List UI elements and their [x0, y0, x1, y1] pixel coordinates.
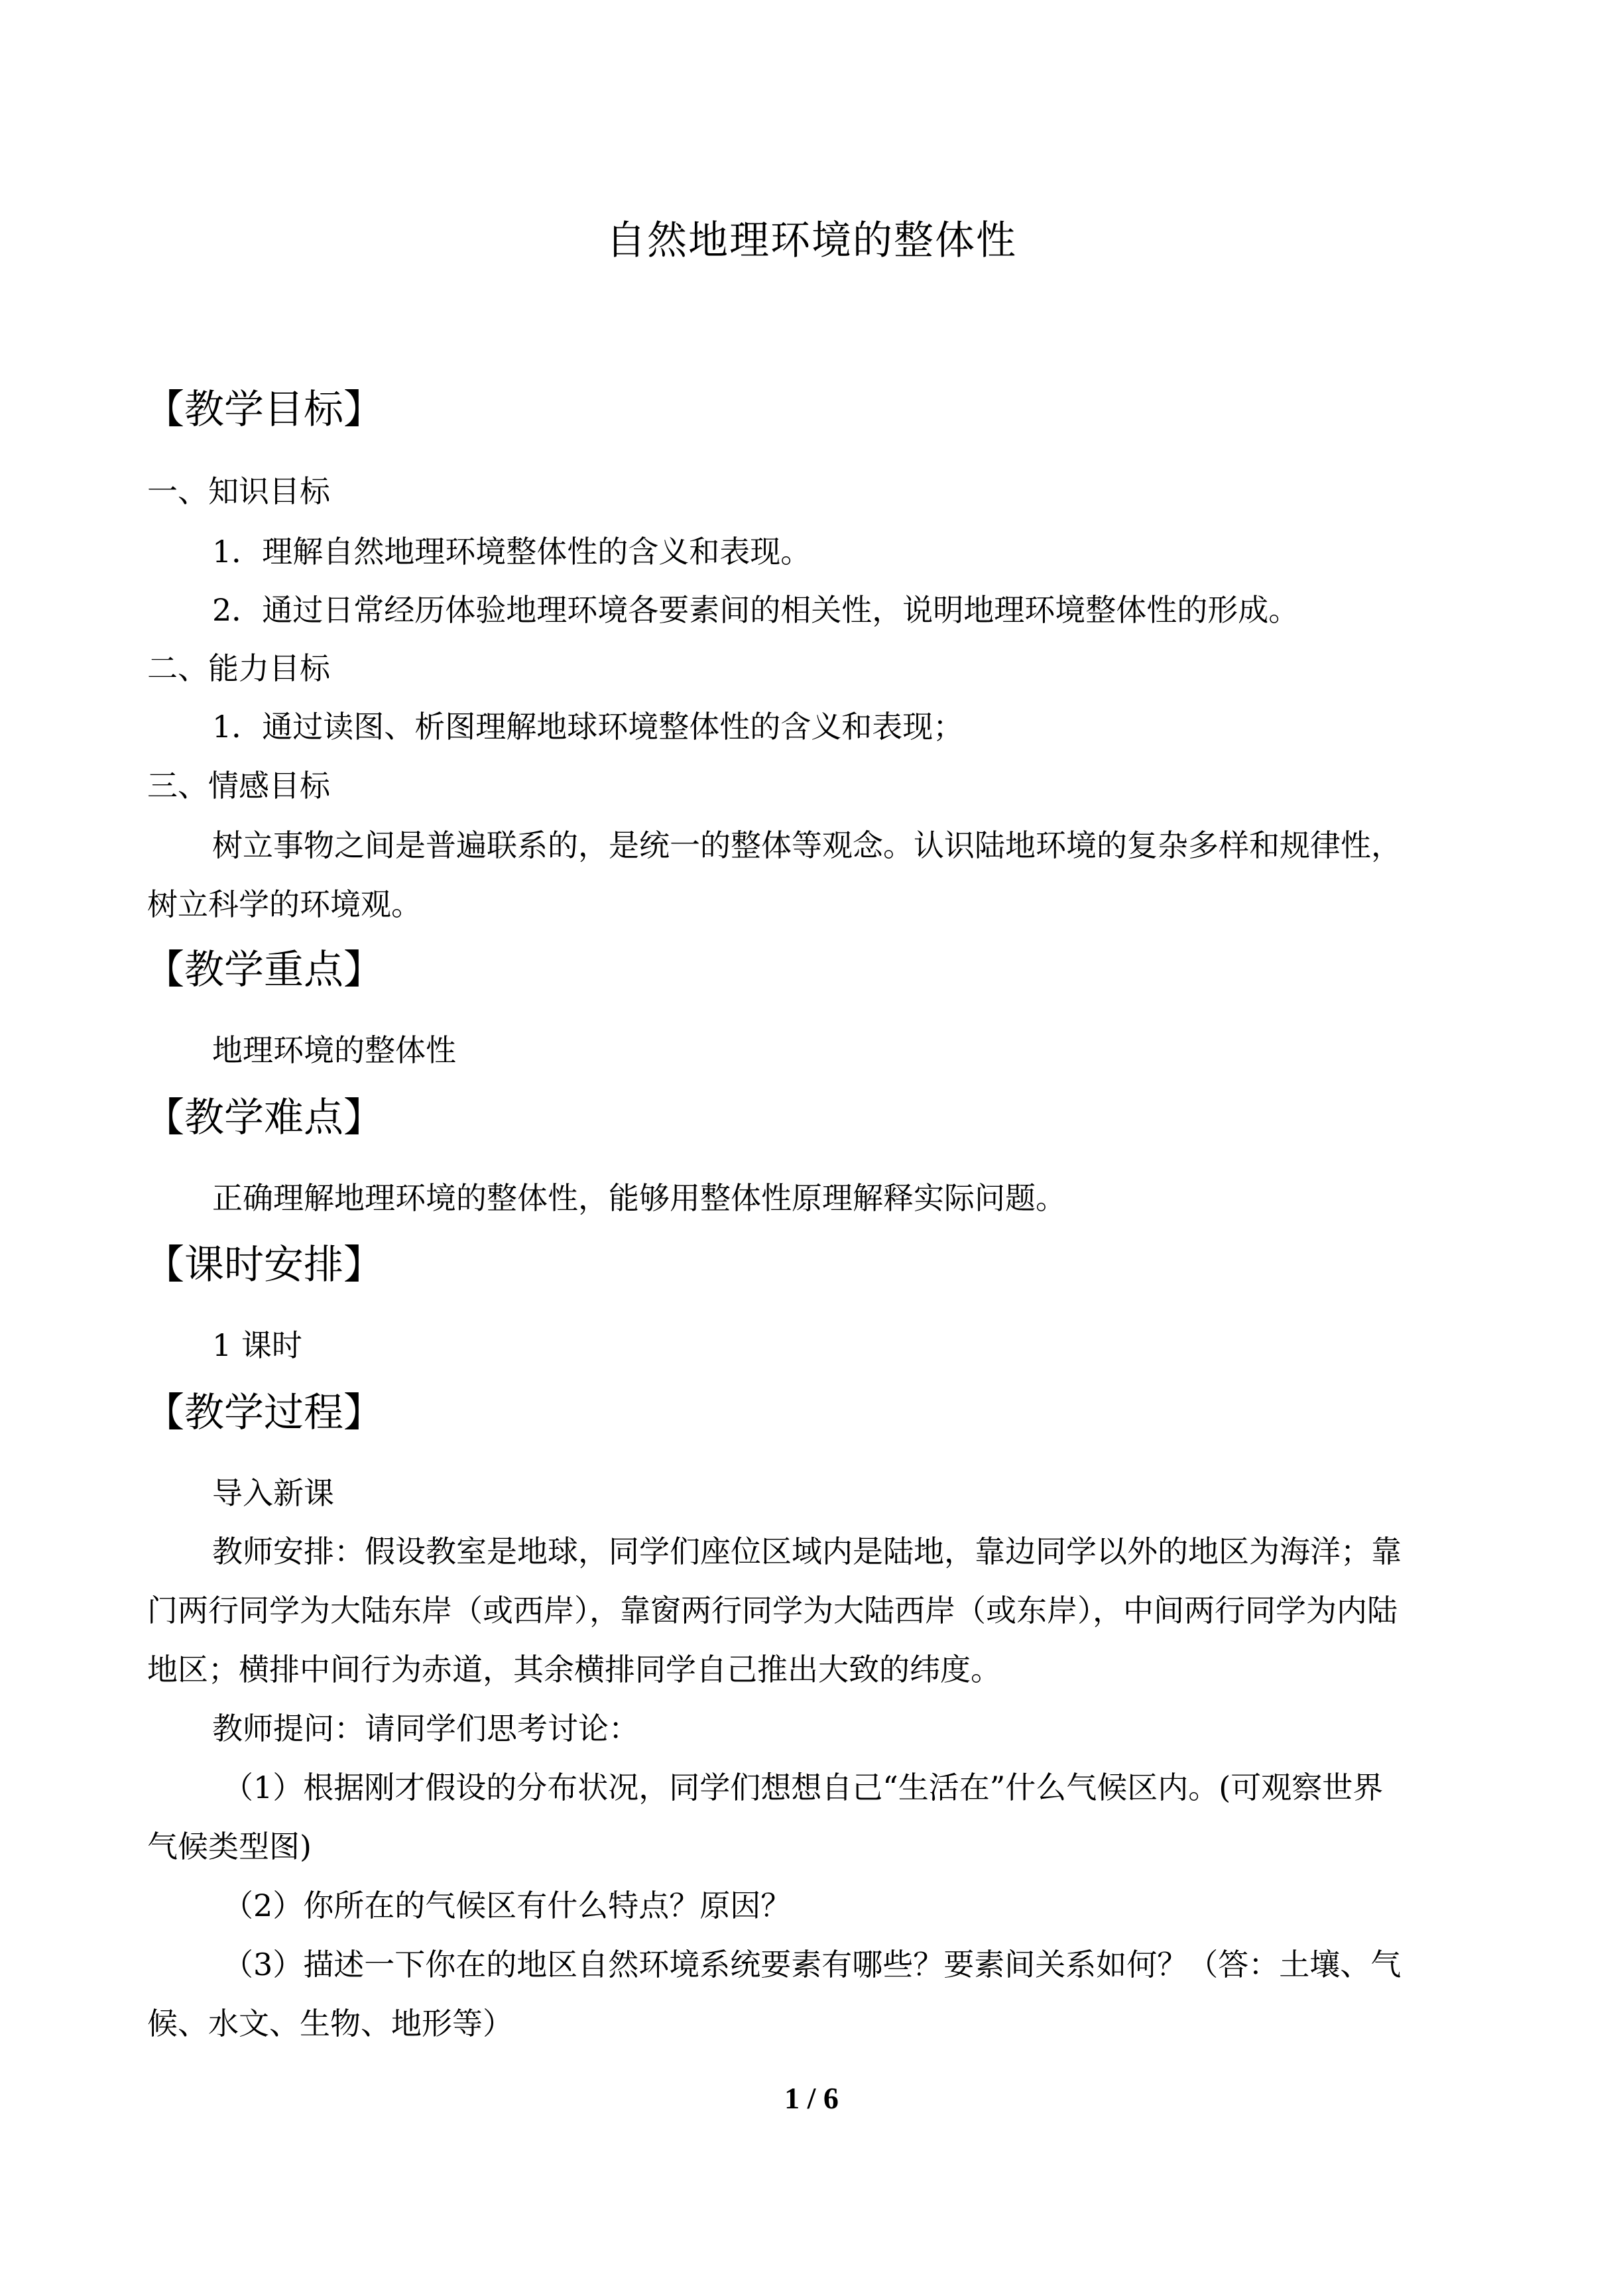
emotion-objectives-label: 三、情感目标 — [147, 768, 330, 804]
emotion-objective-line-1: 树立事物之间是普遍联系的，是统一的整体等观念。认识陆地环境的复杂多样和规律性， — [212, 827, 1402, 863]
heading-difficulties: 【教学难点】 — [145, 1095, 383, 1141]
question-intro: 教师提问：请同学们思考讨论： — [212, 1711, 639, 1746]
page-number: 1 / 6 — [784, 2081, 839, 2115]
knowledge-objective-1: 1．理解自然地理环境整体性的含义和表现。 — [212, 534, 812, 570]
ability-objective-1: 1．通过读图、析图理解地球环境整体性的含义和表现； — [212, 709, 964, 745]
knowledge-objectives-label: 一、知识目标 — [147, 473, 330, 509]
key-points-text: 地理环境的整体性 — [212, 1032, 456, 1068]
heading-teaching-process: 【教学过程】 — [145, 1390, 383, 1436]
arrangement-line-2: 门两行同学为大陆东岸（或西岸），靠窗两行同学为大陆西岸（或东岸），中间两行同学为内陆 — [147, 1593, 1398, 1628]
schedule-text: 1 课时 — [212, 1327, 302, 1363]
question-3-line-1: （3）描述一下你在的地区自然环境系统要素有哪些？要素间关系如何？（答：土壤、气 — [223, 1947, 1402, 1982]
heading-teaching-objectives: 【教学目标】 — [145, 387, 383, 433]
ability-objectives-label: 二、能力目标 — [147, 650, 330, 686]
arrangement-line-1: 教师安排：假设教室是地球，同学们座位区域内是陆地，靠边同学以外的地区为海洋；靠 — [212, 1534, 1402, 1569]
heading-key-points: 【教学重点】 — [145, 947, 383, 993]
emotion-objective-line-2: 树立科学的环境观。 — [147, 886, 422, 922]
difficulties-text: 正确理解地理环境的整体性，能够用整体性原理解释实际问题。 — [212, 1180, 1066, 1216]
question-2: （2）你所在的气候区有什么特点？原因？ — [223, 1888, 792, 1923]
question-1-line-1: （1）根据刚才假设的分布状况，同学们想想自己“生活在”什么气候区内。(可观察世界 — [223, 1770, 1384, 1805]
heading-schedule: 【课时安排】 — [145, 1242, 383, 1288]
knowledge-objective-2: 2．通过日常经历体验地理环境各要素间的相关性，说明地理环境整体性的形成。 — [212, 592, 1299, 628]
process-intro: 导入新课 — [212, 1475, 334, 1511]
document-title: 自然地理环境的整体性 — [606, 217, 1017, 264]
arrangement-line-3: 地区；横排中间行为赤道，其余横排同学自己推出大致的纬度。 — [147, 1652, 1001, 1687]
question-3-line-2: 候、水文、生物、地形等） — [147, 2006, 513, 2041]
question-1-line-2: 气候类型图) — [147, 1829, 312, 1864]
